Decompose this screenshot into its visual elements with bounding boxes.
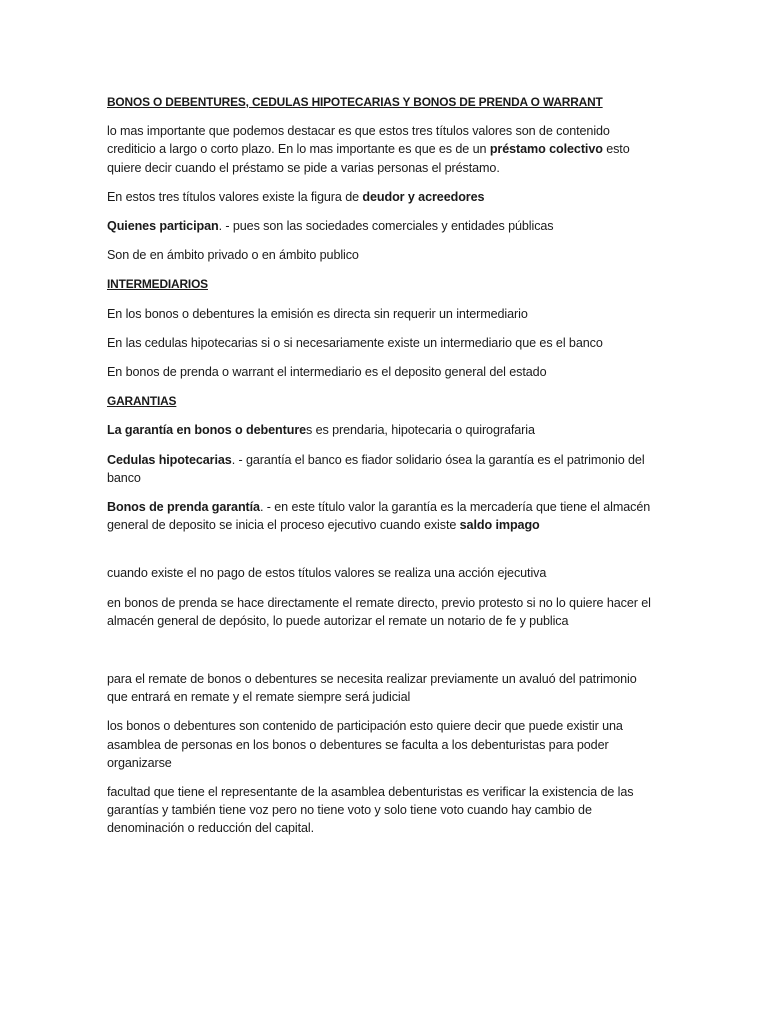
paragraph-deudor-acreedores (107, 188, 659, 206)
paragraph-facultad-representante: facultad que tiene el representante de la asamblea debenturistas es verificar la existencia de las garantías y también tiene voz pero no tiene voto y solo tiene voto cuando hay cambio de denominación o reducción del capital. (107, 785, 634, 836)
paragraph-warrant-intermediario: En bonos de prenda o warrant el intermediario es el deposito general del estado (107, 365, 547, 380)
section-heading-intermediarios: INTERMEDIARIOS (107, 277, 208, 292)
bold-term-cedulas-hipotecarias: Cedulas hipotecarias (107, 452, 232, 467)
bold-term-deudor-acreedores: deudor y acreedores (362, 189, 485, 204)
bold-term-prestamo-colectivo: préstamo colectivo (489, 142, 603, 157)
paragraph-bonos-emision: En los bonos o debentures la emisión es directa sin requerir un intermediario (107, 306, 528, 321)
paragraph-text: esto quiere decir cuando el préstamo se pide a varias personas el préstamo. (107, 142, 630, 175)
paragraph-bonos-prenda-garantia (107, 498, 659, 534)
paragraph-text: . - pues son las sociedades comerciales y entidades públicas (218, 219, 554, 234)
paragraph-text: . - garantía el banco es fiador solidario ósea la garantía es el patrimonio del banco (107, 452, 645, 485)
paragraph-remate-judicial: para el remate de bonos o debentures se necesita realizar previamente un avaluó del patrimonio que entrará en remate y el remate siempre será judicial (107, 672, 637, 705)
paragraph-contenido-participacion: los bonos o debentures son contenido de participación esto quiere decir que puede existir una asamblea de personas en los bonos o debentures se faculta a los debenturistas para poder organizarse (107, 719, 623, 770)
paragraph-text: s es prendaria, hipotecaria o quirografaria (306, 423, 535, 438)
document-page (107, 93, 659, 849)
paragraph-text: En estos tres títulos valores existe la figura de (107, 189, 363, 204)
paragraph-garantia-bonos (107, 421, 659, 439)
paragraph-remate-directo: en bonos de prenda se hace directamente el remate directo, previo protesto si no lo quiere hacer el almacén general de depósito, lo puede autorizar el remate un notario de fe y publica (107, 595, 651, 628)
bold-term-quienes-participan: Quienes participan (107, 219, 219, 234)
bold-term-saldo-impago: saldo impago (459, 518, 540, 533)
paragraph-text: . - en este título valor la garantía es la mercadería que tiene el almacén general de deposito se inicia el proceso ejecutivo cuando existe (107, 500, 651, 533)
paragraph-text: lo mas importante que podemos destacar es que estos tres títulos valores son de contenido crediticio a largo o corto plazo. En lo mas importante es que es de un (107, 124, 610, 157)
paragraph-quienes-participan (107, 217, 659, 235)
paragraph-contenido-crediticio (107, 122, 659, 177)
paragraph-cedulas-intermediario: En las cedulas hipotecarias si o si necesariamente existe un intermediario que es el banco (107, 335, 603, 350)
paragraph-accion-ejecutiva: cuando existe el no pago de estos títulos valores se realiza una acción ejecutiva (107, 566, 547, 581)
bold-term-bonos-prenda-garantia: Bonos de prenda garantía (107, 500, 260, 515)
document-title: BONOS O DEBENTURES, CEDULAS HIPOTECARIAS Y BONOS DE PRENDA O WARRANT (107, 95, 603, 109)
paragraph-ambito: Son de en ámbito privado o en ámbito publico (107, 248, 359, 263)
paragraph-cedulas-hipotecarias (107, 451, 659, 487)
spacer (107, 545, 659, 564)
section-heading-garantias: GARANTIAS (107, 394, 177, 409)
spacer (107, 641, 659, 670)
bold-term-garantia-bonos: La garantía en bonos o debenture (107, 423, 307, 438)
